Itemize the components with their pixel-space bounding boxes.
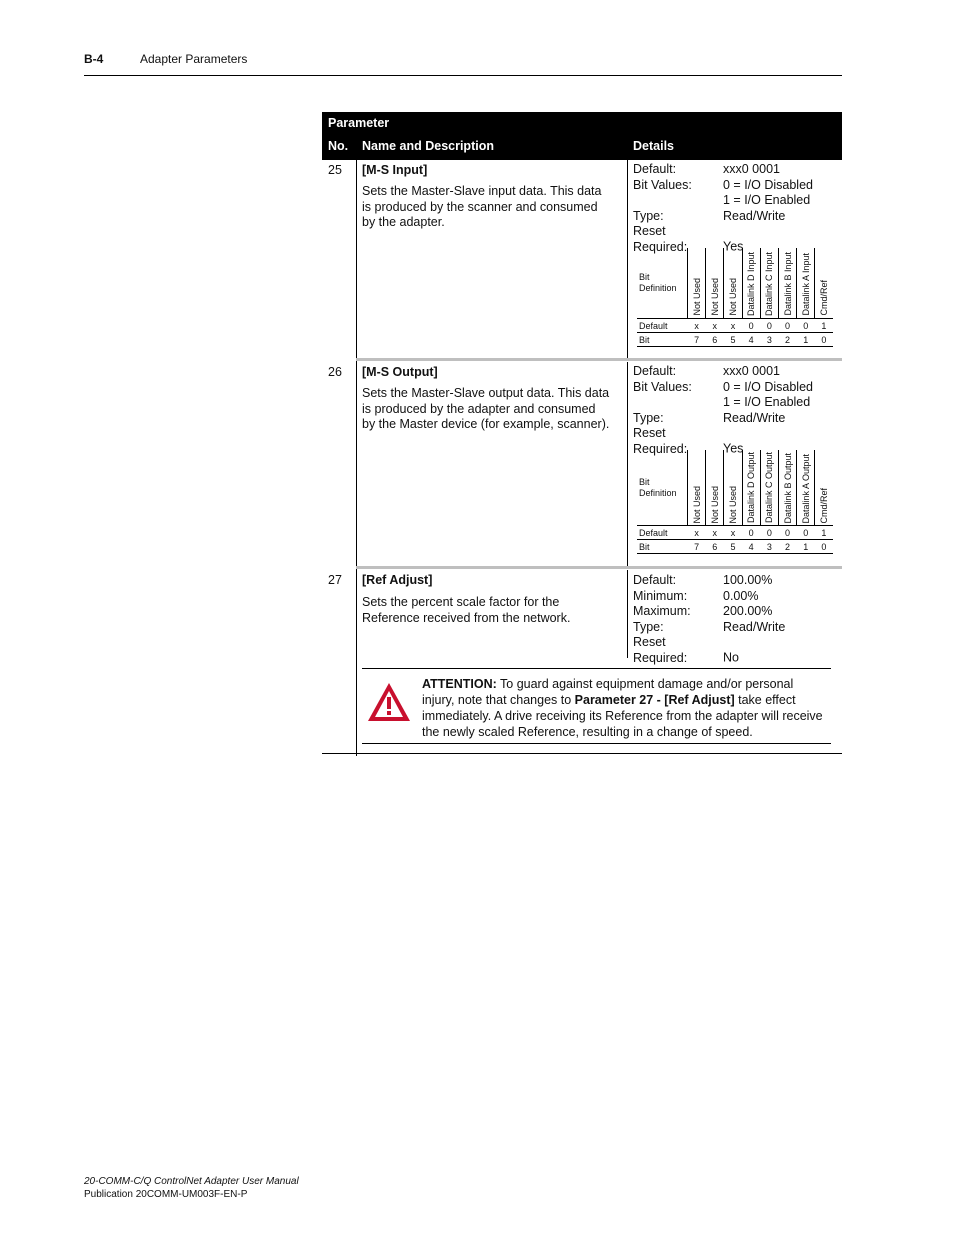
param-number: 25 <box>328 163 342 177</box>
bit-definition: Not Used <box>709 485 720 524</box>
table-bottom-rule <box>322 753 842 754</box>
bit-definition: Datalink B Input <box>782 252 793 316</box>
parameter-table <box>322 112 842 756</box>
bit-definition: Datalink C Input <box>764 251 775 316</box>
param-details: Default: 100.00% Minimum: 0.00% Maximum: 200.00% Type: Read/Write Reset Required: No <box>633 573 786 665</box>
warning-triangle-icon <box>366 681 412 728</box>
bit-default: x <box>724 526 742 540</box>
bit-number: 5 <box>724 540 742 554</box>
bit-number: 6 <box>706 333 724 347</box>
bit-default: x <box>706 526 724 540</box>
header-rule <box>84 75 842 76</box>
parameter-row-26 <box>322 362 842 570</box>
param-details: Default: xxx0 0001 Bit Values: 0 = I/O Disabled 1 = I/O Enabled Type: Read/Write Reset Required: Yes <box>633 162 813 254</box>
bit-label: Bit <box>637 540 688 554</box>
bit-default: x <box>706 319 724 333</box>
header-name-description: Name and Description <box>362 139 494 153</box>
bit-definition-label: Bit Definition <box>639 476 677 498</box>
bit-default: 0 <box>742 526 760 540</box>
bit-default: x <box>724 319 742 333</box>
page-number: B-4 <box>84 52 104 66</box>
bit-definition: Cmd/Ref <box>819 487 830 524</box>
bit-default: 0 <box>760 526 778 540</box>
bit-definition: Not Used <box>727 485 738 524</box>
bit-definition: Not Used <box>691 485 702 524</box>
bit-definition: Datalink C Output <box>764 452 775 524</box>
bit-default: 1 <box>815 526 833 540</box>
bit-number: 3 <box>760 540 778 554</box>
bit-definition: Not Used <box>709 278 720 316</box>
bit-definition: Not Used <box>727 278 738 316</box>
bit-number: 4 <box>742 333 760 347</box>
bit-number: 5 <box>724 333 742 347</box>
bit-definition: Datalink A Input <box>800 253 811 316</box>
bit-default: x <box>688 319 706 333</box>
param-name: [M-S Input] <box>362 163 428 177</box>
param-description: Sets the Master-Slave input data. This data is produced by the scanner and consumed by the adapter. <box>362 184 602 229</box>
row-separator <box>356 358 842 361</box>
header-parameter: Parameter <box>328 116 390 130</box>
param-number: 26 <box>328 365 342 379</box>
bit-default: x <box>688 526 706 540</box>
bit-definition: Datalink D Input <box>746 251 757 316</box>
bit-definition-label: Bit Definition <box>639 272 677 293</box>
bit-number: 2 <box>778 333 796 347</box>
bit-definition: Datalink D Output <box>746 452 757 524</box>
section-title: Adapter Parameters <box>140 52 248 66</box>
footer-publication: Publication 20COMM-UM003F-EN-P <box>84 1189 248 1200</box>
bit-number: 4 <box>742 540 760 554</box>
header-no: No. <box>328 139 349 153</box>
bit-default: 0 <box>778 526 796 540</box>
bit-table <box>637 450 833 554</box>
default-label: Default <box>637 526 688 540</box>
param-details: Default: xxx0 0001 Bit Values: 0 = I/O Disabled 1 = I/O Enabled Type: Read/Write Reset Required: Yes <box>633 364 813 456</box>
bit-default: 0 <box>760 319 778 333</box>
bit-number: 1 <box>797 540 815 554</box>
bit-number: 0 <box>815 540 833 554</box>
param-name: [Ref Adjust] <box>362 573 433 587</box>
bit-default: 1 <box>815 319 833 333</box>
bit-number: 1 <box>797 333 815 347</box>
bit-label: Bit <box>637 333 688 347</box>
header-details: Details <box>633 139 674 153</box>
bit-number: 3 <box>760 333 778 347</box>
row-separator <box>356 566 842 569</box>
bit-definition: Datalink B Output <box>782 452 793 524</box>
param-name: [M-S Output] <box>362 365 438 379</box>
bit-default: 0 <box>778 319 796 333</box>
bit-default: 0 <box>797 526 815 540</box>
default-label: Default <box>637 319 688 333</box>
param-description: Sets the percent scale factor for the Reference received from the network. <box>362 595 571 625</box>
attention-box <box>362 668 831 744</box>
parameter-row-25 <box>322 160 842 362</box>
bit-default: 0 <box>742 319 760 333</box>
attention-text: ATTENTION: To guard against equipment damage and/or personal injury, note that changes to Parameter 27 - [Ref Adjust] take effect immediately. A drive receiving its Reference from the adapter will receive the newly scaled Reference, resulting in a change of speed. <box>422 677 823 739</box>
bit-definition: Datalink A Output <box>800 453 811 524</box>
footer-manual-title: 20-COMM-C/Q ControlNet Adapter User Manual <box>84 1176 299 1187</box>
bit-number: 0 <box>815 333 833 347</box>
bit-number: 7 <box>688 333 706 347</box>
param-number: 27 <box>328 573 342 587</box>
bit-default: 0 <box>797 319 815 333</box>
bit-number: 6 <box>706 540 724 554</box>
bit-table <box>637 248 833 347</box>
bit-number: 7 <box>688 540 706 554</box>
bit-definition: Cmd/Ref <box>819 280 830 316</box>
bit-number: 2 <box>778 540 796 554</box>
param-description: Sets the Master-Slave output data. This data is produced by the adapter and consumed by the Master device (for example, scanner). <box>362 386 610 431</box>
table-header <box>322 112 842 160</box>
bit-definition: Not Used <box>691 278 702 316</box>
